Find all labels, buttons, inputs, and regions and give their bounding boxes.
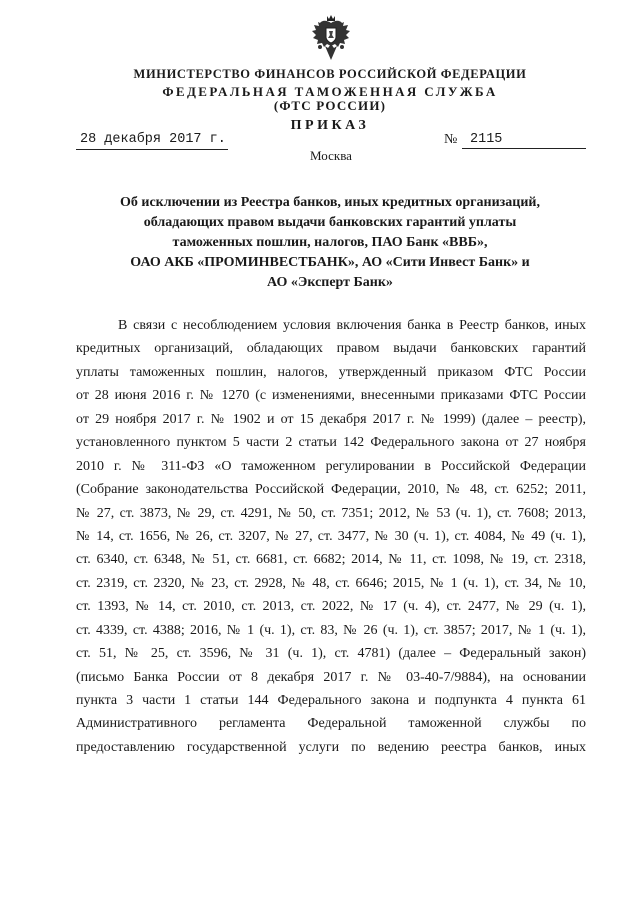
order-number-field: [444, 131, 586, 149]
body-line: установленного пунктом 5 части 2 статьи 142 Федерального закона от 27 ноября: [76, 435, 586, 451]
title-line: обладающих правом выдачи банковских гарантий уплаты: [143, 215, 517, 230]
order-title: [0, 193, 640, 293]
body-line: от 28 июня 2016 г. № 1270 (с изменениями, внесенными приказами ФТС России: [76, 388, 586, 404]
issue-city: Москва: [310, 148, 352, 163]
body-line: предоставлению государственной услуги по ведению реестра банков, иных: [76, 739, 586, 755]
title-line: ОАО АКБ «ПРОМИНВЕСТБАНК», АО «Сити Инвест Банк» и: [130, 255, 530, 270]
title-line: Об исключении из Реестра банков, иных кредитных организаций,: [120, 195, 540, 210]
body-line: Административного регламента Федеральной таможенной службы по: [76, 716, 586, 732]
body-line: (письмо Банка России от 8 декабря 2017 г. № 03-40-7/9884), на основании: [76, 669, 586, 685]
document-type: ПРИКАЗ: [290, 118, 370, 133]
body-line: кредитных организаций, обладающих правом выдачи банковских гарантий: [76, 341, 586, 357]
body-line: (Собрание законодательства Российской Федерации, 2010, № 48, ст. 6252; 2011,: [76, 482, 586, 498]
body-line: от 29 ноября 2017 г. № 1902 и от 15 декабря 2017 г. № 1999) (далее – реестр),: [76, 411, 586, 427]
body-line: ст. 1393, № 14, ст. 2010, ст. 2013, ст. 2022, № 17 (ч. 4), ст. 2477, № 29 (ч. 1),: [76, 599, 586, 615]
ministry-name: МИНИСТЕРСТВО ФИНАНСОВ РОССИЙСКОЙ ФЕДЕРАЦИИ: [133, 67, 527, 81]
number-sign: №: [444, 132, 458, 147]
body-line: № 27, ст. 3873, № 29, ст. 4291, № 50, ст. 7351; 2012, № 53 (ч. 1), ст. 7608; 2013,: [76, 505, 586, 521]
service-name: ФЕДЕРАЛЬНАЯ ТАМОЖЕННАЯ СЛУЖБА: [162, 84, 498, 99]
body-line: № 14, ст. 1656, № 26, ст. 3207, № 27, ст. 3477, № 30 (ч. 1), ст. 4084, № 49 (ч. 1),: [76, 528, 586, 544]
body-line: 2010 г. № 311-ФЗ «О таможенном регулировании в Российской Федерации: [76, 458, 586, 474]
body-line: уплаты таможенных пошлин, налогов, утвержденный приказом ФТС России: [76, 364, 586, 380]
body-line: ст. 4339, ст. 4388; 2016, № 1 (ч. 1), ст. 83, № 26 (ч. 1), ст. 3857; 2017, № 1 (ч. 1),: [76, 622, 586, 638]
body-line: ст. 6340, ст. 6348, № 51, ст. 6681, ст. 6682; 2014, № 11, ст. 1098, № 19, ст. 2318,: [76, 552, 586, 568]
order-number: 2115: [470, 132, 503, 147]
title-line: таможенных пошлин, налогов, ПАО Банк «ВВБ»,: [172, 235, 488, 250]
coat-of-arms-icon: [311, 14, 351, 62]
order-date: 28 декабря 2017 г.: [80, 132, 226, 147]
body-line: пункта 3 части 1 статьи 144 Федерального закона и подпункта 4 пункта 61: [76, 693, 586, 708]
body-line: ст. 51, № 25, ст. 3596, № 31 (ч. 1), ст. 4781) (далее – Федеральный закон): [76, 646, 586, 662]
title-line: АО «Эксперт Банк»: [267, 275, 393, 290]
order-body: [76, 314, 586, 759]
body-line: ст. 2319, ст. 2320, № 23, ст. 2928, № 48, ст. 6646; 2015, № 1 (ч. 1), ст. 34, № 10,: [76, 575, 586, 591]
service-abbreviation: (ФТС РОССИИ): [273, 98, 387, 113]
body-line: В связи с несоблюдением условия включения банка в Реестр банков, иных: [118, 318, 586, 333]
